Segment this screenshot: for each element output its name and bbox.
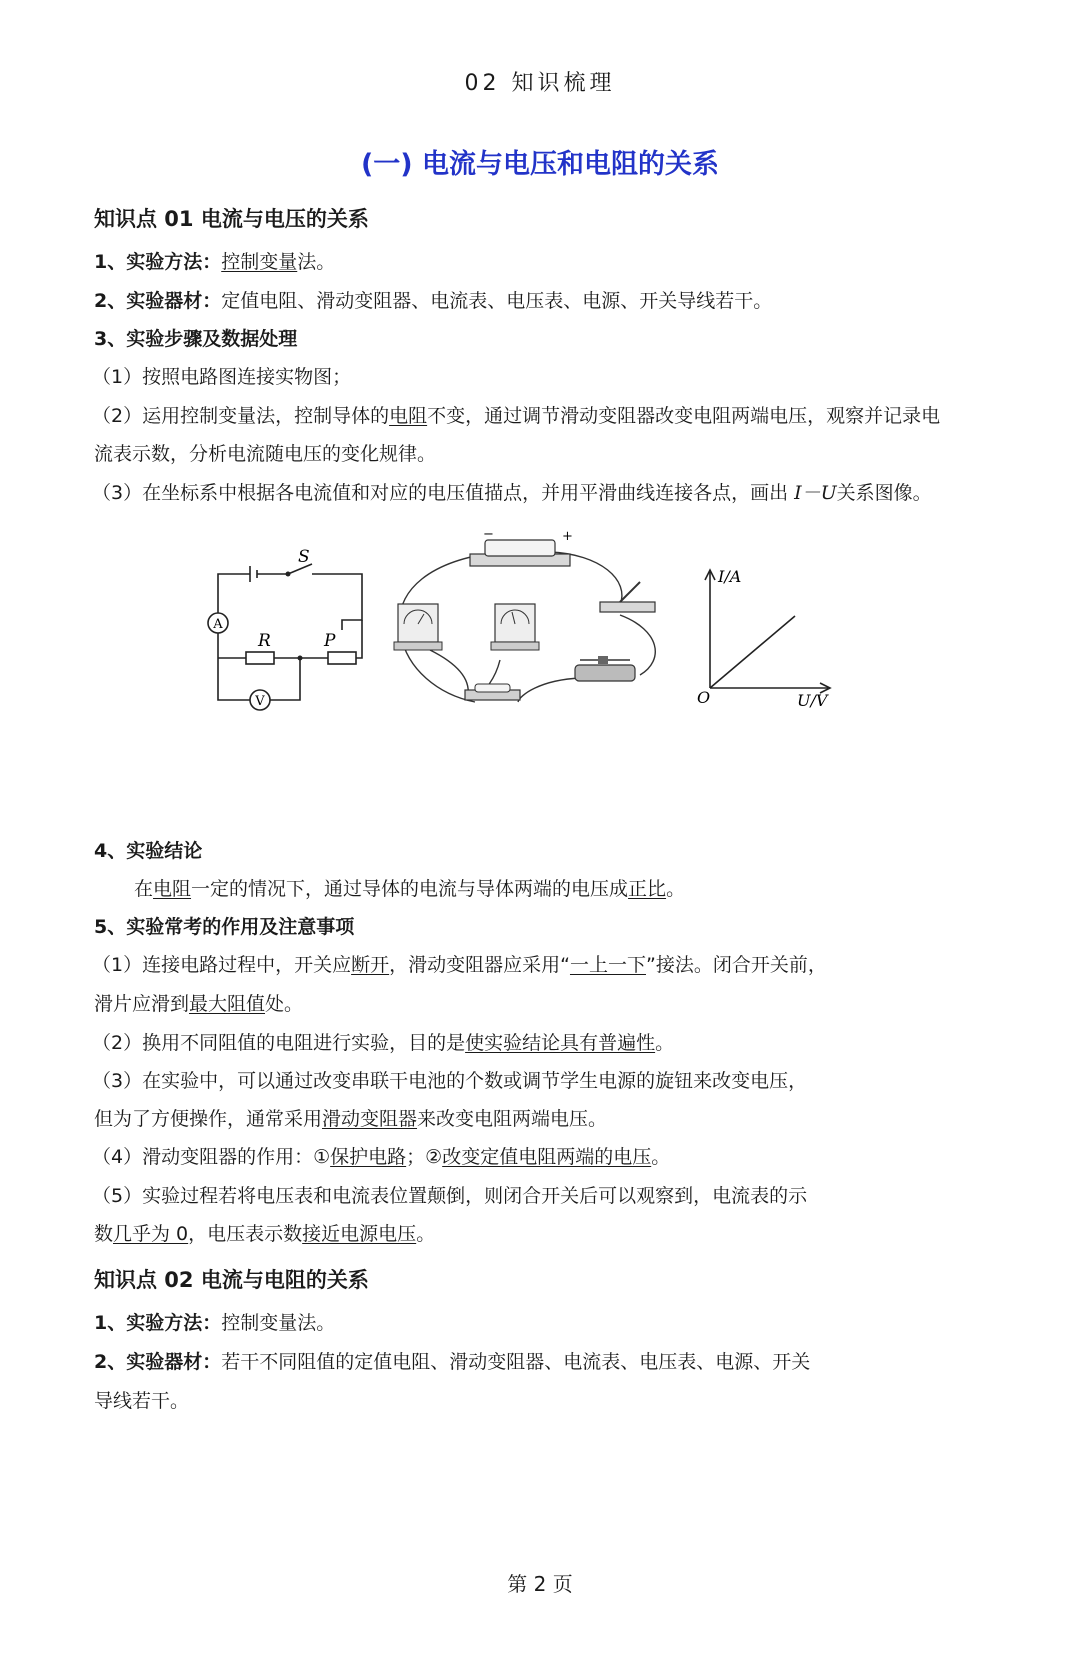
voltmeter-label: V [255,694,265,709]
text: （4）滑动变阻器的作用：① [92,1146,331,1168]
answer: 控制变量 [221,251,298,273]
answer: 电阻 [389,405,428,427]
text: 。 [666,878,686,900]
answer: 滑动变阻器 [322,1108,418,1130]
text: 若干不同阻值的定值电阻、滑动变阻器、电流表、电压表、电源、开关 [221,1351,811,1373]
answer: 正比 [628,878,667,900]
text: 一定的情况下，通过导体的电流与导体两端的电压成 [191,878,629,900]
answer: 一上一下 [569,954,646,976]
battery-minus: − [483,527,494,542]
battery-box [470,527,573,566]
iu-symbol: I－U [794,482,837,504]
kp2-line-2-cont: 导线若干。 [94,1390,190,1412]
answer: 使实验结论具有普遍性 [465,1032,656,1054]
step-2-cont: 流表示数，分析电流随电压的变化规律。 [94,443,437,465]
note-3: （3）在实验中，可以通过改变串联干电池的个数或调节学生电源的旋钮来改变电压， [92,1070,808,1092]
note-4 [92,1142,670,1169]
kp1-line-2 [94,286,772,313]
kp1-line-3: 3、实验步骤及数据处理 [94,328,298,350]
ammeter-label: A [213,617,223,632]
label: 1、实验方法： [94,251,222,273]
text: 。 [655,1032,675,1054]
graph-x-label: U/V [797,691,828,710]
text: 定值电阻、滑动变阻器、电流表、电压表、电源、开关导线若干。 [221,290,773,312]
text: 来改变电阻两端电压。 [417,1108,608,1130]
step-2 [92,401,940,428]
answer: 接近电源电压 [302,1223,417,1245]
answer: 改变定值电阻两端的电压 [442,1146,652,1168]
text: 控制变量法。 [221,1312,336,1334]
label: 2、实验器材： [94,290,222,312]
answer: 保护电路 [330,1146,407,1168]
resistor-device [465,684,520,700]
text: 但为了方便操作，通常采用 [94,1108,323,1130]
graph-origin: O [697,688,711,707]
iu-graph [705,570,830,693]
answer: 断开 [351,954,390,976]
text: ，电压表示数 [188,1223,303,1245]
conclusion [134,874,685,901]
step-1: （1）按照电路图连接实物图； [92,366,352,388]
text: 处。 [265,993,304,1015]
note-2 [92,1028,674,1055]
page-number: 第 2 页 [507,1572,573,1596]
answer: 几乎为 0 [113,1223,189,1245]
text: 不变，通过调节滑动变阻器改变电阻两端电压，观察并记录电 [427,405,941,427]
text: （3）在坐标系中根据各电流值和对应的电压值描点，并用平滑曲线连接各点，画出 [92,482,795,504]
battery-plus: + [562,529,573,544]
kp2-line-1 [94,1308,335,1335]
voltmeter-device [394,604,442,650]
text: 。 [651,1146,671,1168]
step-3 [92,478,932,505]
section-title: (一) 电流与电压和电阻的关系 [360,149,720,180]
switch-label: S [298,547,310,567]
text: 。 [416,1223,436,1245]
experiment-figure [200,520,850,730]
text: ，滑动变阻器应采用“ [389,954,570,976]
label: 2、实验器材： [94,1351,222,1373]
note-5: （5）实验过程若将电压表和电流表位置颠倒，则闭合开关后可以观察到，电流表的示 [92,1185,808,1207]
graph-y-label: I/A [718,567,742,586]
text: 数 [94,1223,114,1245]
kp2-title: 知识点 02 电流与电阻的关系 [94,1268,369,1292]
text: 在 [134,878,154,900]
resistor-label: R [258,631,271,651]
answer: 电阻 [153,878,192,900]
note-1-cont [94,989,303,1016]
text: 关系图像。 [836,482,932,504]
text: （2）运用控制变量法，控制导体的 [92,405,390,427]
circuit-diagram [218,564,362,700]
text: 滑片应滑到 [94,993,190,1015]
rheostat-label: P [324,631,336,651]
note-3-cont [94,1104,607,1131]
switch-device [600,582,655,612]
kp1-line-4: 4、实验结论 [94,840,203,862]
ammeter-device [491,604,539,650]
kp1-line-5: 5、实验常考的作用及注意事项 [94,916,355,938]
kp1-line-1 [94,247,335,274]
kp2-line-2 [94,1347,810,1374]
text: ；② [406,1146,443,1168]
label: 1、实验方法： [94,1312,222,1334]
answer: 最大阻值 [189,993,266,1015]
text: 法。 [297,251,336,273]
rheostat-device [575,656,635,681]
note-1 [92,950,827,977]
kp1-title: 知识点 01 电流与电压的关系 [94,207,369,231]
page-header: 02 知识梳理 [464,71,616,96]
text: （2）换用不同阻值的电阻进行实验，目的是 [92,1032,466,1054]
text: ”接法。闭合开关前， [645,954,827,976]
note-5-cont [94,1219,435,1246]
text: （1）连接电路过程中，开关应 [92,954,352,976]
